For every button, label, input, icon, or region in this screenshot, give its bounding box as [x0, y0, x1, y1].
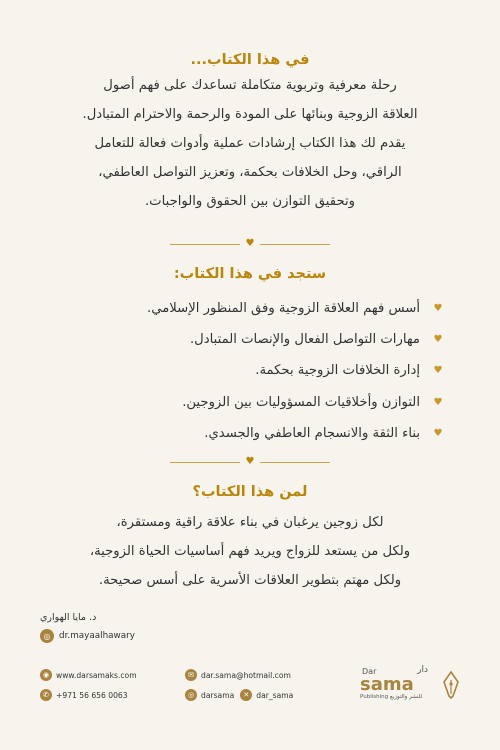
intro-line: رحلة معرفية وتربوية متكاملة تساعدك على فهم أصول	[103, 78, 397, 93]
audience-paragraph	[40, 508, 460, 595]
audience-line: ولكل مهتم بتطوير العلاقات الأسرية على أسس صحيحة.	[98, 573, 402, 588]
intro-line: الراقي، وحل الخلافات بحكمة، وتعزيز التواصل العاطفي،	[98, 165, 402, 180]
author-instagram[interactable]	[40, 629, 135, 643]
social-handle-2: dar_sama	[256, 690, 294, 700]
heart-bullet-icon: ♥	[433, 334, 443, 346]
phone-link[interactable]	[40, 689, 165, 701]
email-link[interactable]	[185, 669, 310, 681]
website-link[interactable]	[40, 669, 165, 681]
contact-grid	[40, 669, 310, 701]
email-text: dar.sama@hotmail.com	[201, 670, 291, 680]
heart-bullet-icon: ♥	[433, 396, 443, 408]
social-handle-1: darsama	[201, 690, 235, 700]
features-list	[60, 293, 444, 449]
intro-line: العلاقة الزوجية وبنائها على المودة والرحمة والاحترام المتبادل.	[82, 107, 418, 122]
whatsapp-icon: ✆	[40, 689, 52, 701]
list-item-text: التوازن وأخلاقيات المسؤوليات بين الزوجين.	[182, 394, 420, 410]
heart-bullet-icon: ♥	[433, 303, 443, 315]
list-item	[60, 418, 444, 449]
intro-line: يقدم لك هذا الكتاب إرشادات عملية وأدوات فعالة للتعامل	[94, 136, 406, 151]
heart-bullet-icon: ♥	[433, 427, 443, 439]
instagram-icon: ◎	[185, 689, 197, 701]
section-title-in-this-book: في هذا الكتاب...	[190, 52, 310, 68]
heart-bullet-icon: ♥	[433, 365, 443, 377]
phone-text: +971 56 656 0063	[56, 690, 128, 700]
logo-dar-latin: Dar	[362, 667, 377, 676]
list-item-text: أسس فهم العلاقة الزوجية وفق المنظور الإسلامي.	[147, 301, 420, 317]
website-text: www.darsamaks.com	[56, 670, 137, 680]
section-title-for-whom: لمن هذا الكتاب؟	[192, 484, 308, 500]
heart-icon: ♥	[245, 238, 255, 249]
list-item-text: إدارة الخلافات الزوجية بحكمة.	[255, 363, 420, 379]
list-item	[60, 387, 444, 418]
instagram-icon: ◎	[40, 629, 54, 643]
list-item	[60, 355, 444, 386]
globe-icon: ◉	[40, 669, 52, 681]
social-links[interactable]	[185, 689, 310, 701]
author-name: د. مايا الهواري	[40, 612, 97, 623]
section-divider	[170, 455, 330, 469]
divider-line	[170, 244, 240, 245]
audience-line: لكل زوجين يرغبان في بناء علاقة راقية ومستقرة،	[116, 515, 384, 530]
mail-icon: ✉	[185, 669, 197, 681]
section-title-you-will-find: ستجد في هذا الكتاب:	[173, 266, 327, 282]
quill-pen-icon	[438, 670, 464, 700]
list-item-text: بناء الثقة والانسجام العاطفي والجسدي.	[204, 425, 420, 441]
divider-line	[260, 244, 330, 245]
publisher-footer	[40, 665, 464, 705]
list-item-text: مهارات التواصل الفعال والإنصات المتبادل.	[189, 332, 420, 348]
list-item	[60, 324, 444, 355]
logo-dar-arabic: دار	[417, 665, 428, 675]
divider-line	[260, 462, 330, 463]
list-item	[60, 293, 444, 324]
intro-line: وتحقيق التوازن بين الحقوق والواجبات.	[144, 194, 356, 209]
audience-line: ولكل من يستعد للزواج ويريد فهم أساسيات الحياة الزوجية،	[89, 544, 411, 559]
logo-subtitle: Publishing للنشر والتوزيع	[360, 694, 423, 700]
heart-icon: ♥	[245, 456, 255, 467]
logo-text	[358, 665, 432, 705]
instagram-handle: dr.mayaalhawary	[59, 631, 135, 641]
logo-sama: sama	[360, 674, 414, 695]
intro-paragraph	[40, 71, 460, 216]
divider-line	[170, 462, 240, 463]
section-divider	[170, 237, 330, 251]
x-icon: ✕	[240, 689, 252, 701]
publisher-logo	[358, 665, 464, 705]
